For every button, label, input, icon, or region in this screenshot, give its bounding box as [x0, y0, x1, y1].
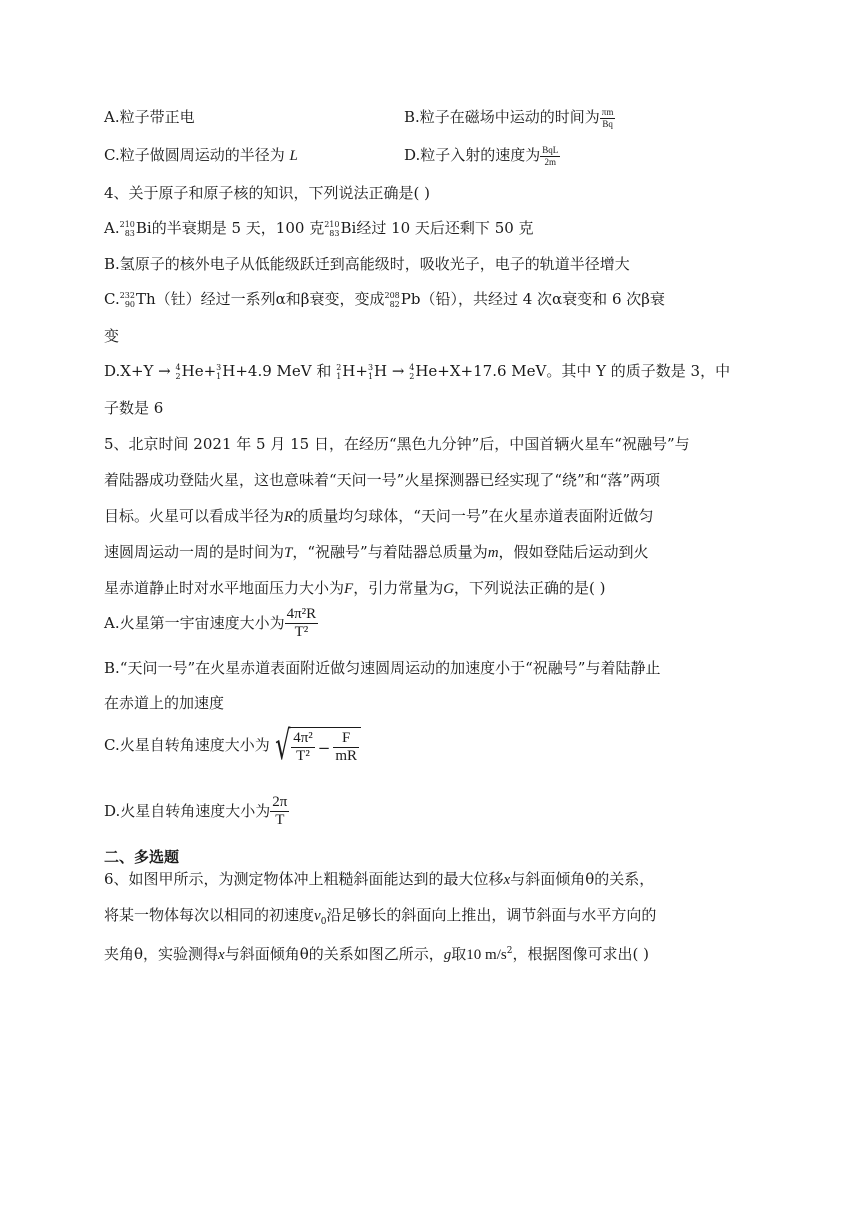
q5-d-fraction: $\frac{2\pi}{T}$ — [272, 794, 288, 829]
nuclide-h2: 2 1 H+ — [336, 362, 368, 381]
q4-a-text-end: 经过 10 天后还剩下 50 克 — [356, 219, 534, 237]
q4-option-b[interactable]: B.氢原子的核外电子从低能级跃迁到高能级时，吸收光子，电子的轨道半径增大 — [104, 255, 630, 273]
q5-line-3: 目标。火星可以看成半径为R的质量均匀球体，“天问一号”在火星赤道表面附近做匀 — [104, 507, 654, 525]
nuclide-bi: 210 83 Bi — [119, 219, 152, 238]
q4-option-d-cont: 子数是 6 — [104, 399, 164, 417]
q4-a-text: 的半衰期是 5 天，100 克 — [151, 219, 325, 237]
q4-option-c-cont: 变 — [104, 327, 120, 345]
q6-line-1: 6、如图甲所示，为测定物体冲上粗糙斜面能达到的最大位移x与斜面倾角θ的关系， — [104, 870, 655, 888]
nuclide-pb: 208 82 Pb — [384, 290, 421, 309]
q5-option-d[interactable] — [104, 794, 289, 830]
q5-option-c[interactable] — [104, 723, 361, 769]
var-R: R — [284, 509, 294, 525]
q5-d-text: D.火星自转角速度大小为 — [104, 801, 271, 820]
q3-option-a[interactable]: A.粒子带正电 — [104, 108, 195, 126]
var-G: G — [443, 581, 455, 597]
q4-d-and: 和 — [316, 362, 332, 380]
q3-option-d[interactable] — [404, 144, 560, 167]
q4-stem: 4、关于原子和原子核的知识，下列说法正确是( ) — [104, 184, 431, 202]
q5-line-1: 5、北京时间 2021 年 5 月 15 日，在经历“黑色九分钟”后，中国首辆火星车“祝融号”与 — [104, 435, 690, 453]
q3-option-d-fraction: $\frac{\text{BqL}}{2m}$ — [542, 145, 559, 167]
var-T: T — [284, 545, 293, 561]
q4-option-c[interactable] — [104, 288, 665, 310]
q4-d-label: D. — [104, 362, 121, 380]
q4-c-text-end: （铅），共经过 4 次α衰变和 6 次β衰 — [420, 290, 665, 308]
q4-d-eq1: X+Y → — [120, 362, 171, 380]
q3-option-c[interactable] — [104, 144, 298, 167]
q4-option-d[interactable] — [104, 360, 730, 382]
var-g: g — [443, 947, 452, 963]
q5-line-2: 着陆器成功登陆火星，这也意味着“天问一号”火星探测器已经实现了“绕”和“落”两项 — [104, 471, 661, 489]
var-x-2: x — [218, 947, 225, 963]
q5-line-4: 速圆周运动一周的是时间为T，“祝融号”与着陆器总质量为m，假如登陆后运动到火 — [104, 543, 649, 561]
q3-option-b[interactable] — [404, 106, 615, 129]
nuclide-th: 232 90 Th — [119, 290, 156, 309]
var-x: x — [503, 872, 511, 888]
q5-option-b-cont: 在赤道上的加速度 — [104, 694, 225, 712]
nuclide-h3: 3 1 H+4.9 MeV — [216, 362, 312, 381]
nuclide-he-2: 4 2 He+X+17.6 MeV — [409, 362, 547, 381]
q3-option-c-text: C.粒子做圆周运动的半径为 — [104, 146, 285, 164]
q5-c-sqrt: √ $\frac{\text{4π²}}{\text{T²}}$ − $\frac{F}{mR}$ — [270, 726, 361, 766]
var-L: L — [289, 148, 298, 164]
q4-option-a[interactable] — [104, 217, 534, 239]
q6-line-3: 夹角θ，实验测得x与斜面倾角θ的关系如图乙所示，g取10 $m/s^2$，根据图像可求出( ) — [104, 945, 649, 963]
q5-option-b[interactable]: B.“天问一号”在火星赤道表面附近做匀速圆周运动的加速度小于“祝融号”与着陆静止 — [104, 659, 661, 677]
var-v0: v — [314, 908, 321, 924]
q5-line-5: 星赤道静止时对水平地面压力大小为F，引力常量为G，下列说法正确的是( ) — [104, 579, 606, 597]
q4-d-text-end: 。其中 Y 的质子数是 3，中 — [546, 362, 731, 380]
q4-c-text: （钍）经过一系列α和β衰变，变成 — [155, 290, 385, 308]
nuclide-h3b: 3 1 H → — [367, 362, 405, 381]
q3-option-d-text: D.粒子入射的速度为 — [404, 146, 541, 164]
q4-a-label: A. — [104, 219, 120, 237]
q6-line-2: 将某一物体每次以相同的初速度$v_0$沿足够长的斜面向上推出，调节斜面与水平方向的 — [104, 906, 657, 927]
q5-a-fraction: $\frac{\text{4π²R}}{\text{T²}}$ — [286, 606, 317, 641]
nuclide-bi-2: 210 83 Bi — [324, 219, 357, 238]
q3-option-b-fraction: $\frac{\pi m}{Bq}$ — [601, 107, 614, 129]
var-F: F — [344, 581, 354, 597]
q3-option-b-text: B.粒子在磁场中运动的时间为 — [404, 108, 600, 126]
section-title: 二、多选题 — [104, 848, 180, 866]
var-m: m — [487, 545, 499, 561]
nuclide-he: 4 2 He+ — [175, 362, 217, 381]
q5-option-a[interactable] — [104, 606, 318, 642]
q5-c-text: C.火星自转角速度大小为 — [104, 736, 270, 754]
q5-a-text: A.火星第一宇宙速度大小为 — [104, 613, 285, 632]
q4-c-label: C. — [104, 290, 120, 308]
